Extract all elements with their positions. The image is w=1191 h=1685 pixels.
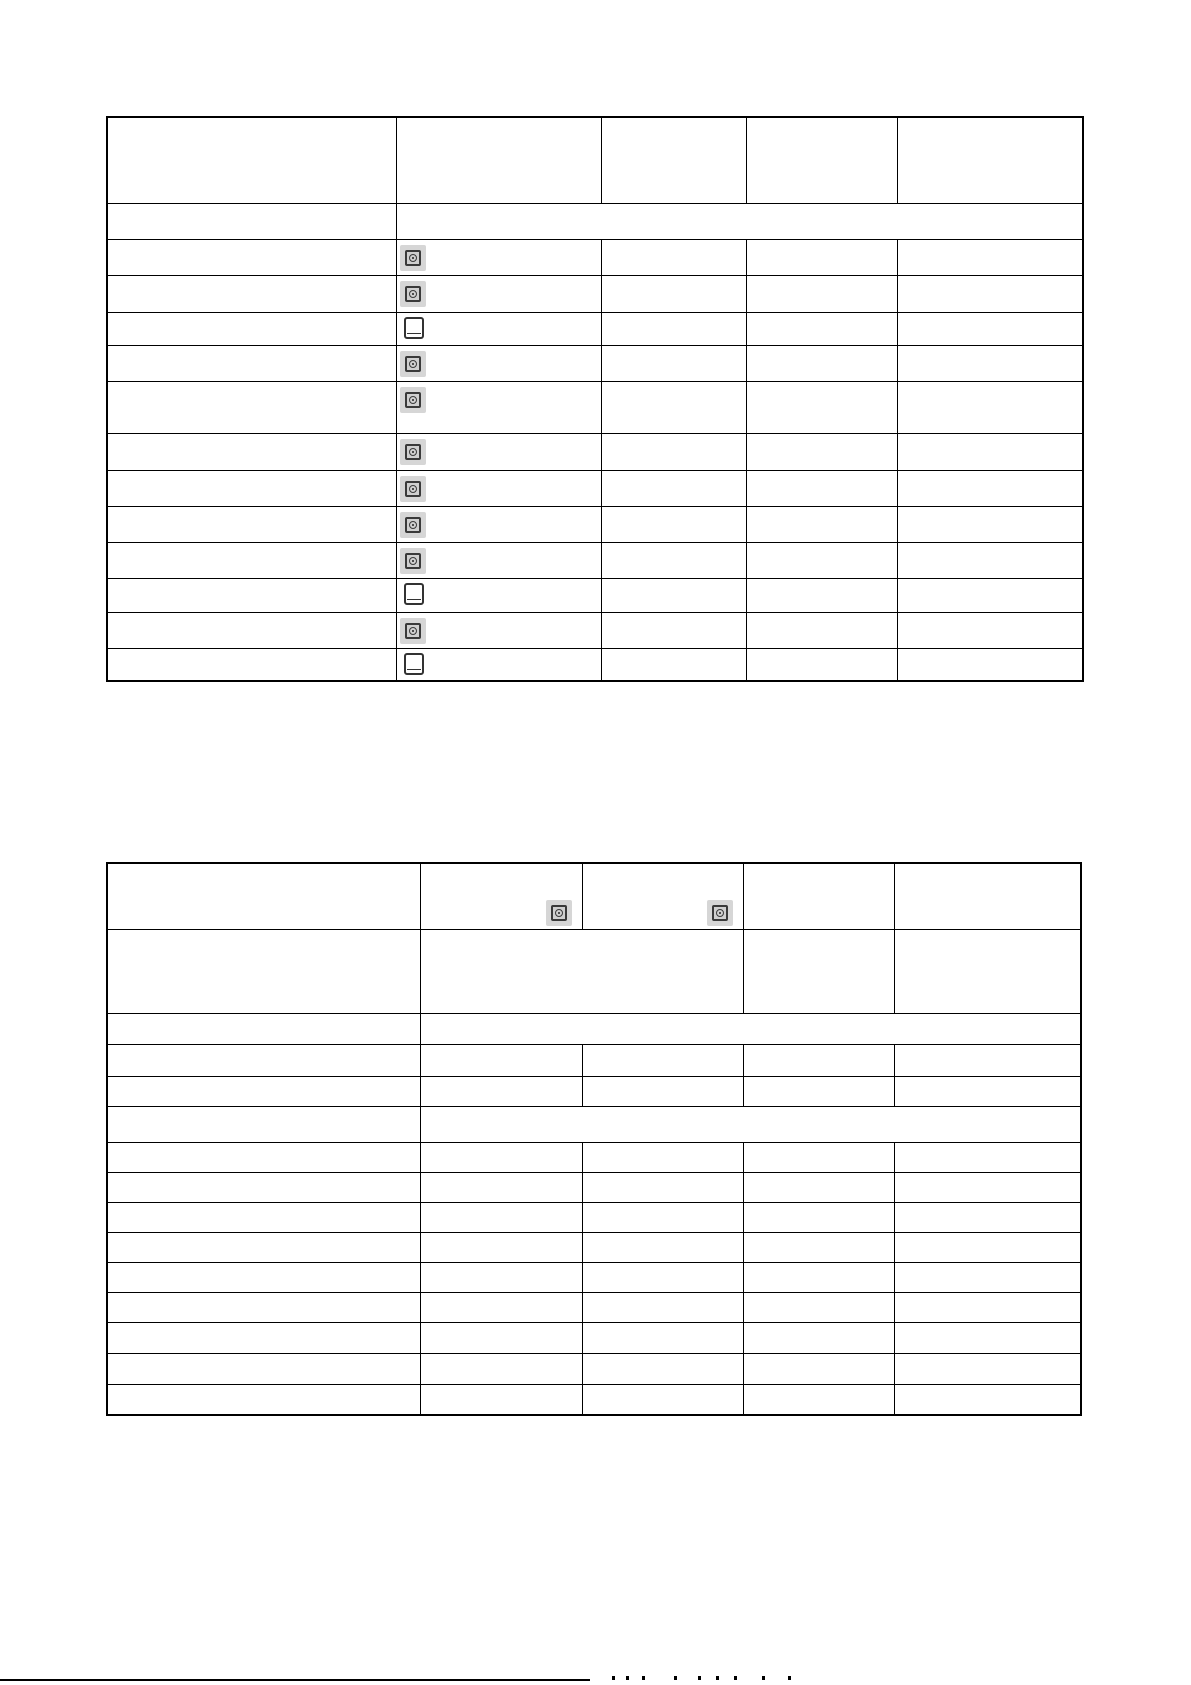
table-row [107, 1322, 1081, 1353]
table-cell [107, 275, 396, 312]
table-cell [746, 542, 897, 578]
table-cell [420, 1384, 582, 1415]
section-span-cell [420, 1013, 1081, 1044]
table-cell [420, 1322, 582, 1353]
table-cell [107, 1172, 420, 1202]
table-row [107, 648, 1083, 681]
table-row [107, 1232, 1081, 1262]
section-label [107, 1013, 420, 1044]
table-cell [895, 1172, 1081, 1202]
table-cell [582, 1262, 743, 1292]
fan-oven-icon [400, 512, 426, 538]
table-cell [420, 1044, 582, 1076]
table-cell [107, 612, 396, 648]
table-cell [601, 506, 746, 542]
subheader-cell [744, 929, 895, 1013]
section-row [107, 1013, 1081, 1044]
section-label [107, 203, 396, 239]
heating-mode-cell [396, 381, 601, 433]
table-cell [582, 1292, 743, 1322]
heating-mode-cell [396, 275, 601, 312]
table-cell [897, 470, 1083, 506]
table-cell [601, 433, 746, 470]
table-cell [744, 1142, 895, 1172]
table-cell [744, 1384, 895, 1415]
heating-mode-cell [396, 470, 601, 506]
table-row [107, 312, 1083, 345]
table-cell [895, 1202, 1081, 1232]
table-cell [107, 312, 396, 345]
table-cell [582, 1202, 743, 1232]
table-cell [897, 578, 1083, 612]
table-cell [107, 1044, 420, 1076]
conventional-oven-icon [404, 317, 424, 339]
table-cell [107, 1232, 420, 1262]
table-cell [107, 1384, 420, 1415]
table-row [107, 1202, 1081, 1232]
table-cell [582, 1076, 743, 1106]
fan-oven-icon [707, 900, 733, 926]
fan-oven-icon [400, 548, 426, 574]
table-row [107, 1262, 1081, 1292]
table-cell [895, 1232, 1081, 1262]
table-cell [420, 1172, 582, 1202]
fan-oven-icon [400, 439, 426, 465]
table-row [107, 1076, 1081, 1106]
header-cell [107, 117, 396, 203]
table-cell [746, 433, 897, 470]
heating-mode-cell [396, 578, 601, 612]
table-row [107, 1384, 1081, 1415]
table-cell [107, 345, 396, 381]
section-span-cell [420, 1106, 1081, 1142]
section-row [107, 203, 1083, 239]
table-cell [582, 1142, 743, 1172]
table-cell [744, 1232, 895, 1262]
table-cell [107, 506, 396, 542]
table-cell [107, 1202, 420, 1232]
table-cell [582, 1232, 743, 1262]
header-cell [746, 117, 897, 203]
table-cell [420, 1142, 582, 1172]
table-cell [601, 470, 746, 506]
header-cell [396, 117, 601, 203]
table-cell [107, 578, 396, 612]
table-cell [582, 1322, 743, 1353]
heating-mode-cell [396, 612, 601, 648]
table-row [107, 1044, 1081, 1076]
roasting-table [106, 862, 1082, 1416]
table-cell [895, 1044, 1081, 1076]
table-cell [601, 275, 746, 312]
heating-mode-cell [396, 433, 601, 470]
table-cell [601, 239, 746, 275]
table-cell [107, 1076, 420, 1106]
table-cell [601, 312, 746, 345]
table-row [107, 239, 1083, 275]
table-cell [897, 381, 1083, 433]
table-cell [107, 239, 396, 275]
footer-rule [0, 1679, 590, 1681]
table-cell [107, 1322, 420, 1353]
table-cell [107, 1292, 420, 1322]
table-row [107, 433, 1083, 470]
table-cell [897, 345, 1083, 381]
table-cell [744, 1044, 895, 1076]
table-row [107, 1142, 1081, 1172]
table-cell [897, 542, 1083, 578]
table-cell [897, 612, 1083, 648]
heating-mode-cell [396, 648, 601, 681]
table-cell [744, 1353, 895, 1384]
table-cell [895, 1322, 1081, 1353]
table-cell [746, 578, 897, 612]
table-cell [746, 612, 897, 648]
table-header-row [107, 863, 1081, 929]
table-cell [420, 1353, 582, 1384]
subheader-cell [420, 929, 743, 1013]
table-cell [601, 345, 746, 381]
table-cell [107, 381, 396, 433]
table-cell [107, 433, 396, 470]
table-cell [107, 470, 396, 506]
footer-artifact-marks [612, 1674, 812, 1682]
table-cell [897, 506, 1083, 542]
header-cell [895, 863, 1081, 929]
table-cell [897, 433, 1083, 470]
table-cell [746, 345, 897, 381]
table-cell [420, 1202, 582, 1232]
subheader-cell [895, 929, 1081, 1013]
table-cell [746, 506, 897, 542]
table-header-row [107, 117, 1083, 203]
fan-oven-icon [400, 351, 426, 377]
table-row [107, 506, 1083, 542]
header-cell [897, 117, 1083, 203]
table-cell [897, 239, 1083, 275]
conventional-oven-icon [404, 653, 424, 675]
table-cell [744, 1076, 895, 1106]
table-cell [746, 275, 897, 312]
table-cell [420, 1292, 582, 1322]
table-cell [601, 612, 746, 648]
table-cell [582, 1384, 743, 1415]
table-row [107, 1292, 1081, 1322]
table-cell [744, 1172, 895, 1202]
conventional-oven-icon [404, 583, 424, 605]
fan-oven-icon [400, 245, 426, 271]
table-cell [895, 1384, 1081, 1415]
fan-oven-icon [400, 281, 426, 307]
header-icon-cell [420, 863, 582, 929]
table-cell [897, 312, 1083, 345]
table-cell [746, 239, 897, 275]
table-cell [601, 648, 746, 681]
table-cell [582, 1172, 743, 1202]
fan-oven-icon [400, 476, 426, 502]
table-cell [107, 542, 396, 578]
table-row [107, 578, 1083, 612]
table-row [107, 275, 1083, 312]
table-row [107, 1353, 1081, 1384]
table-cell [746, 381, 897, 433]
table-cell [601, 578, 746, 612]
table-cell [582, 1044, 743, 1076]
table-cell [746, 312, 897, 345]
table-row [107, 345, 1083, 381]
table-cell [582, 1353, 743, 1384]
table-cell [744, 1202, 895, 1232]
table-row [107, 612, 1083, 648]
table-cell [895, 1142, 1081, 1172]
table-cell [420, 1232, 582, 1262]
section-row [107, 1106, 1081, 1142]
section-span-cell [396, 203, 1083, 239]
table-row [107, 1172, 1081, 1202]
subheader-row [107, 929, 1081, 1013]
subheader-cell [107, 929, 420, 1013]
table-cell [107, 1262, 420, 1292]
table-cell [107, 1353, 420, 1384]
table-cell [420, 1076, 582, 1106]
header-cell [107, 863, 420, 929]
table-cell [420, 1262, 582, 1292]
table-cell [897, 275, 1083, 312]
table-cell [107, 648, 396, 681]
table-cell [601, 542, 746, 578]
heating-mode-cell [396, 542, 601, 578]
table-cell [601, 381, 746, 433]
heating-mode-cell [396, 239, 601, 275]
heating-mode-cell [396, 345, 601, 381]
table-cell [895, 1353, 1081, 1384]
table-cell [744, 1262, 895, 1292]
heating-mode-cell [396, 312, 601, 345]
table-row [107, 470, 1083, 506]
baking-table [106, 116, 1084, 682]
table-row [107, 381, 1083, 433]
fan-oven-icon [400, 387, 426, 413]
table-cell [746, 648, 897, 681]
fan-oven-icon [400, 618, 426, 644]
table-cell [897, 648, 1083, 681]
table-cell [895, 1076, 1081, 1106]
section-label [107, 1106, 420, 1142]
table-cell [746, 470, 897, 506]
header-cell [601, 117, 746, 203]
heating-mode-cell [396, 506, 601, 542]
header-icon-cell [582, 863, 743, 929]
table-row [107, 542, 1083, 578]
table-cell [744, 1292, 895, 1322]
table-cell [895, 1262, 1081, 1292]
fan-oven-icon [546, 900, 572, 926]
table-cell [744, 1322, 895, 1353]
table-cell [895, 1292, 1081, 1322]
header-cell [744, 863, 895, 929]
table-cell [107, 1142, 420, 1172]
